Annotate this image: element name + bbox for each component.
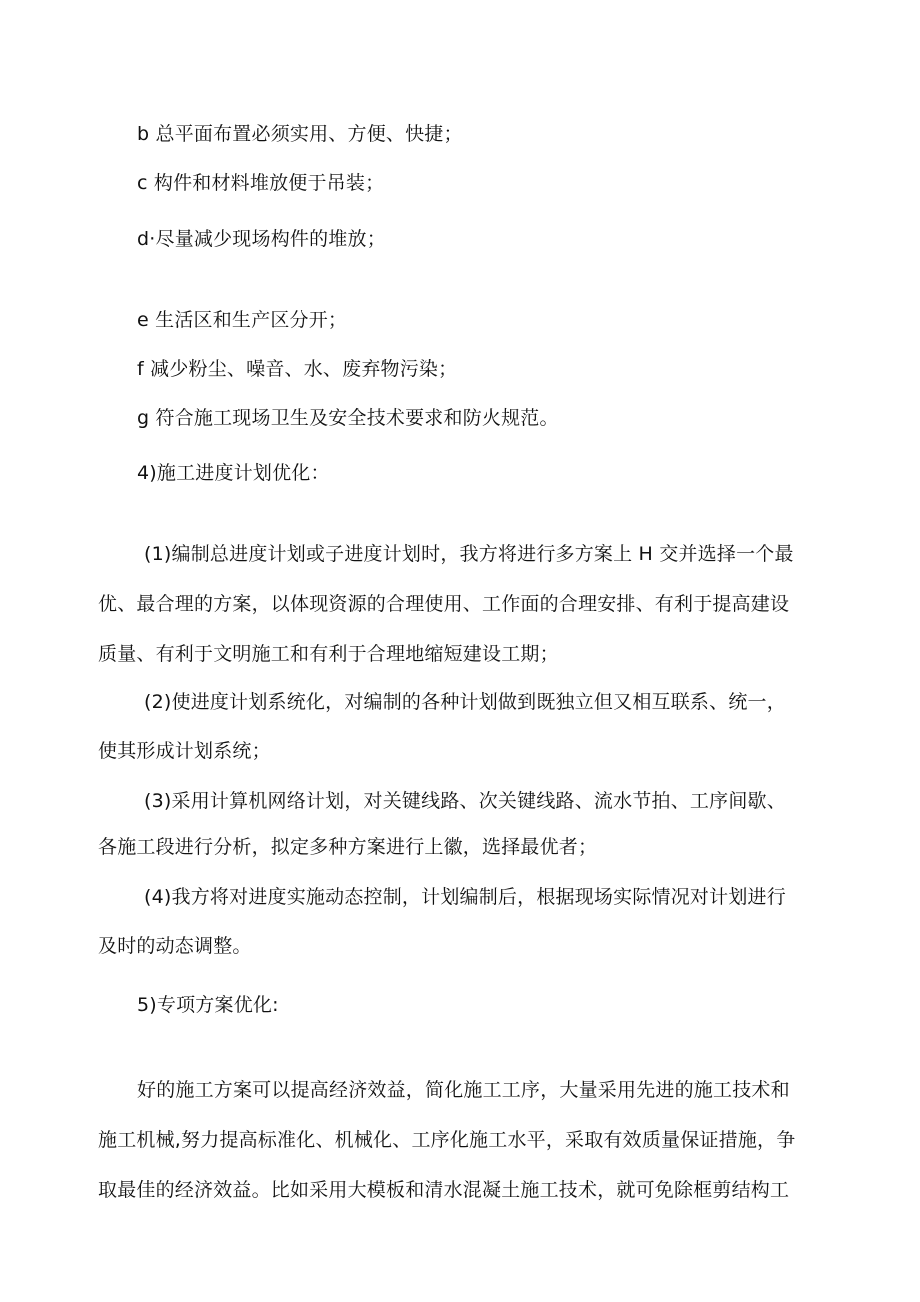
item-3-line-1: (3)采用计算机网络计划，对关键线路、次关键线路、流水节拍、工序间歇、 [144, 790, 786, 812]
principle-c: c 构件和材料堆放便于吊装； [137, 172, 385, 194]
section-4-heading: 4)施工进度计划优化： [137, 462, 330, 484]
section-5-line-3: 取最佳的经济效益。比如采用大模板和清水混凝土施工技术，就可免除框剪结构工 [98, 1179, 790, 1201]
principle-e: e 生活区和生产区分开； [137, 309, 348, 331]
item-2-line-2: 使其形成计划系统； [98, 740, 271, 762]
item-3-line-2: 各施工段进行分析，拟定多种方案进行上徽，选择最优者； [98, 836, 598, 858]
item-4-line-1: (4)我方将对进度实施动态控制，计划编制后，根据现场实际情况对计划进行 [144, 886, 786, 908]
item-4-line-2: 及时的动态调整。 [98, 935, 252, 957]
principle-f: f 减少粉尘、噪音、水、废弃物污染； [137, 358, 458, 380]
item-1-line-3: 质量、有利于文明施工和有利于合理地缩短建设工期； [98, 643, 559, 665]
principle-d: d·尽量减少现场构件的堆放； [137, 228, 386, 250]
principle-b: b 总平面布置必须实用、方便、快捷； [137, 123, 463, 145]
item-1-line-1: (1)编制总进度计划或子进度计划时，我方将进行多方案上 H 交并选择一个最 [144, 543, 794, 565]
item-2-line-1: (2)使进度计划系统化，对编制的各种计划做到既独立但又相互联系、统一， [144, 691, 786, 713]
section-5-line-1: 好的施工方案可以提高经济效益，简化施工工序，大量采用先进的施工技术和 [137, 1079, 790, 1101]
item-1-line-2: 优、最合理的方案，以体现资源的合理使用、工作面的合理安排、有利于提高建设 [98, 593, 790, 615]
section-5-heading: 5)专项方案优化: [137, 994, 279, 1016]
section-5-line-2: 施工机械,努力提高标准化、机械化、工序化施工水平，采取有效质量保证措施，争 [98, 1129, 796, 1151]
principle-g: g 符合施工现场卫生及安全技术要求和防火规范。 [137, 407, 559, 429]
